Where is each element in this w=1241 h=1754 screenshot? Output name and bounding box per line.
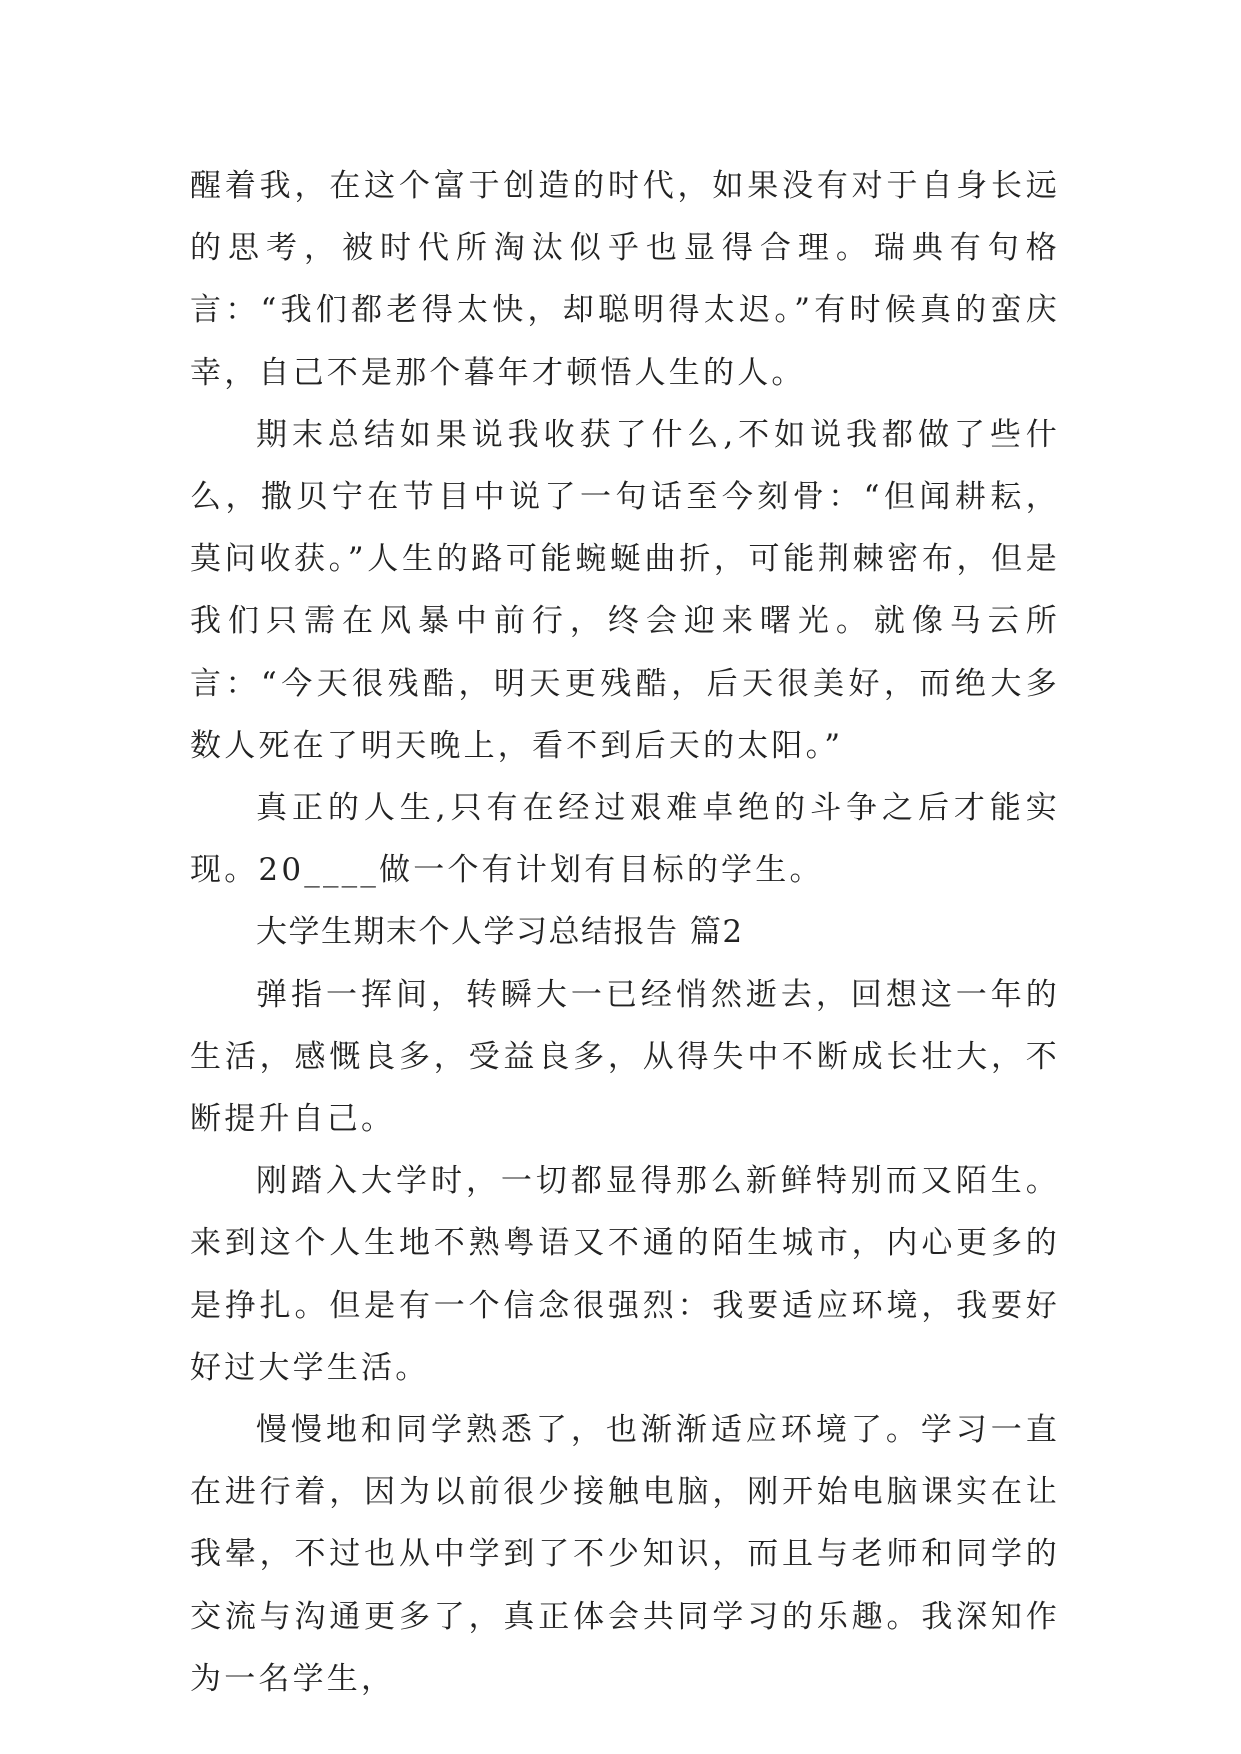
paragraph-summary: 期末总结如果说我收获了什么,不如说我都做了些什么，撒贝宁在节目中说了一句话至今刻骨：“但闻耕耘，莫问收获。”人生的路可能蜿蜒曲折，可能荆棘密布，但是我们只需在风暴中前行，终会迎来曙光。就像马云所言：“今天很残酷，明天更残酷，后天很美好，而绝大多数人死在了明天晚上，看不到后天的太阳。” xyxy=(190,416,1060,764)
paragraph-year-review: 弹指一挥间，转瞬大一已经悄然逝去，回想这一年的生活，感慨良多，受益良多，从得失中不断成长壮大，不断提升自己。 xyxy=(190,976,1060,1138)
section-heading: 大学生期末个人学习总结报告 篇2 xyxy=(256,914,744,951)
document-body xyxy=(190,155,1060,1710)
paragraph-entering-college: 刚踏入大学时，一切都显得那么新鲜特别而又陌生。来到这个人生地不熟粤语又不通的陌生城市，内心更多的是挣扎。但是有一个信念很强烈：我要适应环境，我要好好过大学生活。 xyxy=(190,1163,1060,1386)
paragraph-real-life: 真正的人生,只有在经过艰难卓绝的斗争之后才能实现。20____做一个有计划有目标的学生。 xyxy=(190,790,1060,889)
paragraph-continuation: 醒着我，在这个富于创造的时代，如果没有对于自身长远的思考，被时代所淘汰似乎也显得合理。瑞典有句格言：“我们都老得太快，却聪明得太迟。”有时候真的蛮庆幸，自己不是那个暮年才顿悟人生的人。 xyxy=(190,168,1060,391)
paragraph-adapting: 慢慢地和同学熟悉了，也渐渐适应环境了。学习一直在进行着，因为以前很少接触电脑，刚开始电脑课实在让我晕，不过也从中学到了不少知识，而且与老师和同学的交流与沟通更多了，真正体会共同学习的乐趣。我深知作为一名学生， xyxy=(190,1412,1060,1697)
